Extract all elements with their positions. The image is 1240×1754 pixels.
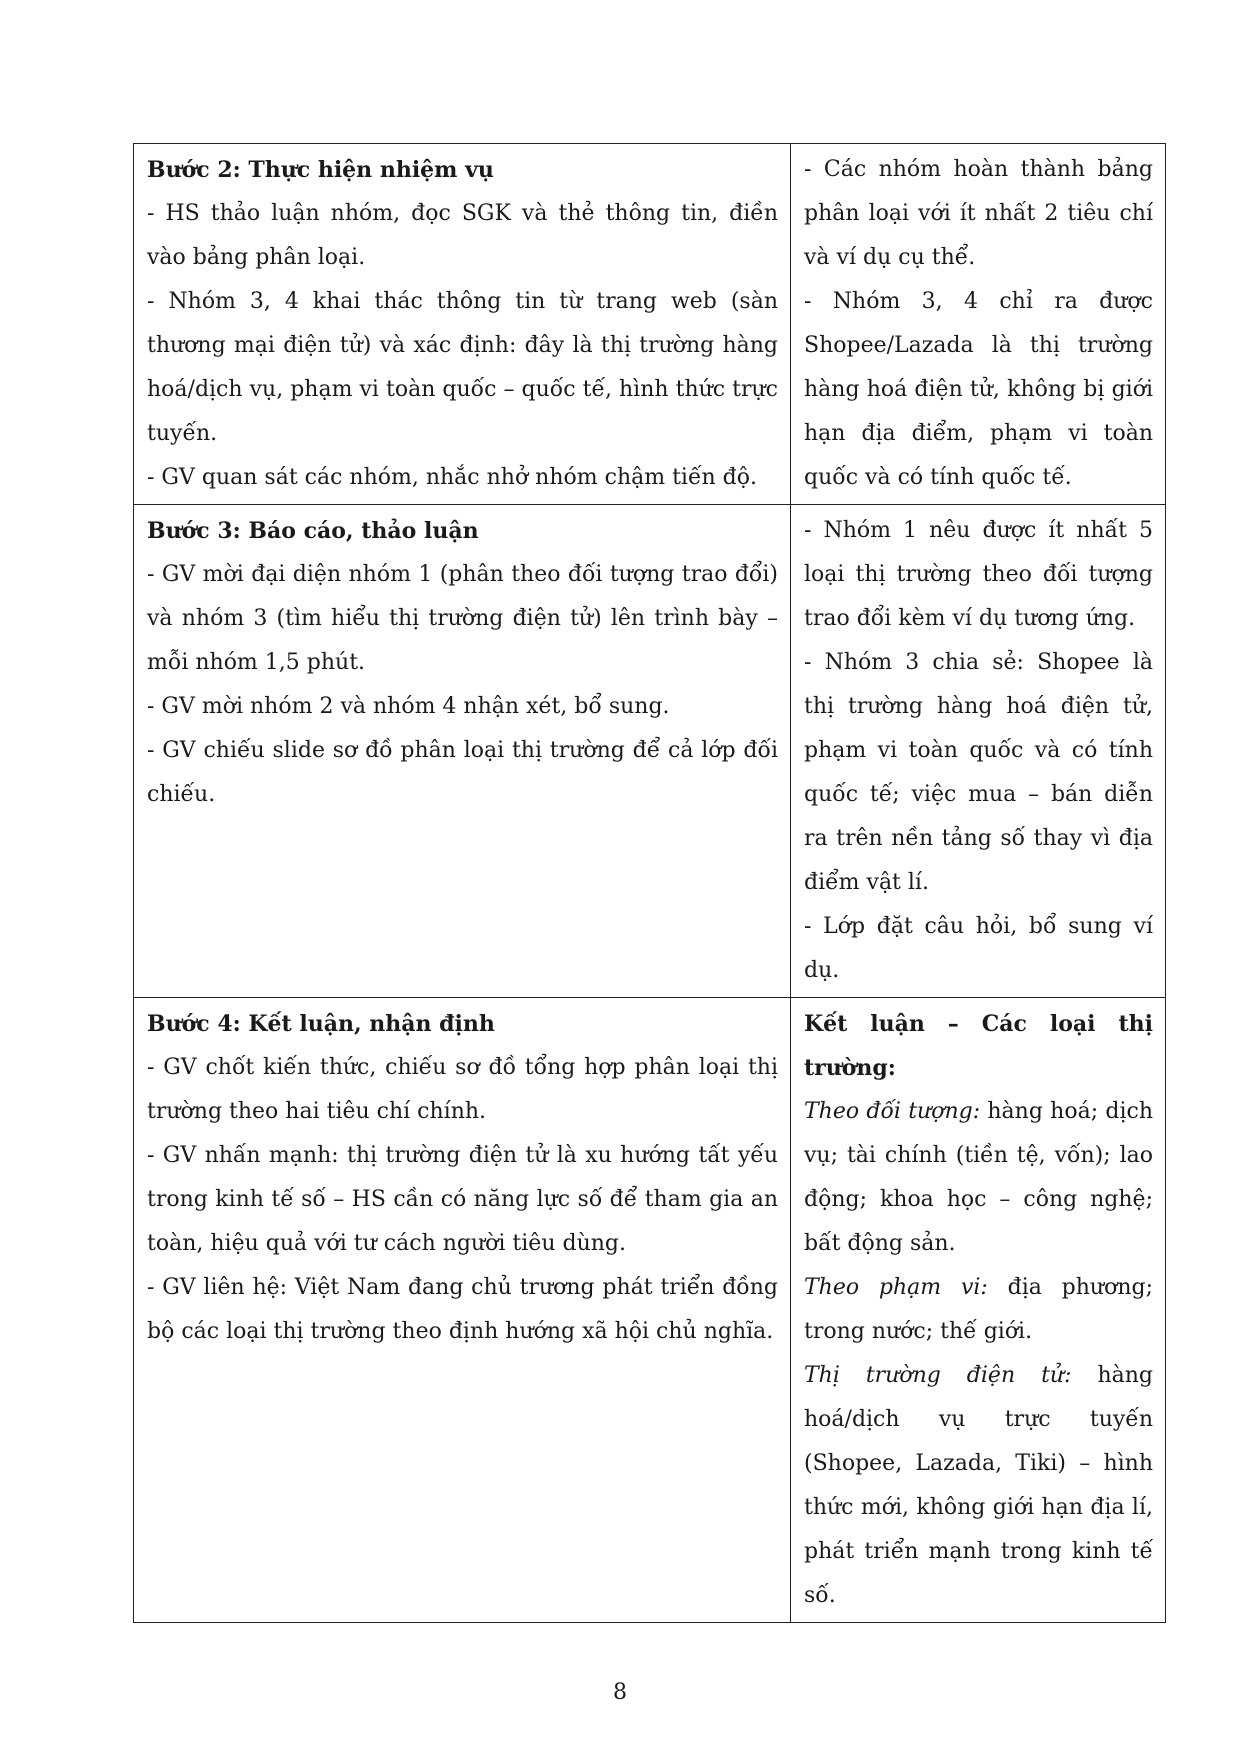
conclusion-text-by-object: hàng hoá; dịch vụ; tài chính (tiền tệ, vốn); lao động; khoa học – công nghệ; bất động sản.	[804, 1099, 1153, 1256]
conclusion-item-by-scope	[804, 1266, 1153, 1354]
conclusion-label-e-market: Thị trường điện tử:	[804, 1363, 1072, 1388]
step-4-activity-2: - GV nhấn mạnh: thị trường điện tử là xu hướng tất yếu trong kinh tế số – HS cần có năng lực số để tham gia an toàn, hiệu quả với tư cách người tiêu dùng.	[147, 1143, 778, 1256]
step-2-outcome-2: - Nhóm 3, 4 chỉ ra được Shopee/Lazada là thị trường hàng hoá điện tử, không bị giới hạn địa điểm, phạm vi toàn quốc và có tính quốc tế.	[804, 289, 1153, 490]
step-3-outcome-3: - Lớp đặt câu hỏi, bổ sung ví dụ.	[804, 914, 1153, 983]
conclusion-item-e-market	[804, 1354, 1153, 1618]
step-2-outcomes-cell	[791, 144, 1166, 505]
table-row-step-2	[134, 144, 1166, 505]
step-2-activity-3: - GV quan sát các nhóm, nhắc nhở nhóm chậm tiến độ.	[147, 465, 757, 490]
page-number: 8	[613, 1680, 627, 1705]
step-4-conclusion-cell	[791, 998, 1166, 1623]
step-2-activity-1: - HS thảo luận nhóm, đọc SGK và thẻ thông tin, điền vào bảng phân loại.	[147, 201, 778, 270]
step-2-activities-cell	[134, 144, 791, 505]
step-3-outcome-2: - Nhóm 3 chia sẻ: Shopee là thị trường hàng hoá điện tử, phạm vi toàn quốc và có tính quốc tế; việc mua – bán diễn ra trên nền tảng số thay vì địa điểm vật lí.	[804, 650, 1153, 895]
step-2-outcome-1: - Các nhóm hoàn thành bảng phân loại với ít nhất 2 tiêu chí và ví dụ cụ thể.	[804, 157, 1153, 270]
step-3-activity-2: - GV mời nhóm 2 và nhóm 4 nhận xét, bổ sung.	[147, 694, 670, 719]
step-4-activity-3: - GV liên hệ: Việt Nam đang chủ trương phát triển đồng bộ các loại thị trường theo định hướng xã hội chủ nghĩa.	[147, 1275, 778, 1344]
table-row-step-3	[134, 505, 1166, 998]
step-4-title: Bước 4: Kết luận, nhận định	[147, 1011, 495, 1037]
conclusion-title: Kết luận – Các loại thị trường:	[804, 1011, 1153, 1081]
conclusion-label-by-scope: Theo phạm vi:	[804, 1275, 988, 1300]
step-3-title: Bước 3: Báo cáo, thảo luận	[147, 518, 479, 544]
step-3-outcomes-cell	[791, 505, 1166, 998]
step-3-outcome-1: - Nhóm 1 nêu được ít nhất 5 loại thị trường theo đối tượng trao đổi kèm ví dụ tương ứng.	[804, 518, 1153, 631]
table-row-step-4	[134, 998, 1166, 1623]
step-4-activity-1: - GV chốt kiến thức, chiếu sơ đồ tổng hợp phân loại thị trường theo hai tiêu chí chính.	[147, 1055, 778, 1124]
lesson-table	[133, 143, 1166, 1623]
step-3-activities-cell	[134, 505, 791, 998]
step-3-activity-3: - GV chiếu slide sơ đồ phân loại thị trường để cả lớp đối chiếu.	[147, 738, 778, 807]
conclusion-text-by-scope: địa phương; trong nước; thế giới.	[804, 1275, 1153, 1344]
step-2-title: Bước 2: Thực hiện nhiệm vụ	[147, 157, 494, 183]
step-3-activity-1: - GV mời đại diện nhóm 1 (phân theo đối tượng trao đổi) và nhóm 3 (tìm hiểu thị trường điện tử) lên trình bày – mỗi nhóm 1,5 phút.	[147, 562, 778, 675]
conclusion-item-by-object	[804, 1090, 1153, 1266]
step-2-activity-2: - Nhóm 3, 4 khai thác thông tin từ trang web (sàn thương mại điện tử) và xác định: đây là thị trường hàng hoá/dịch vụ, phạm vi toàn quốc – quốc tế, hình thức trực tuyến.	[147, 289, 778, 446]
conclusion-label-by-object: Theo đối tượng:	[804, 1099, 981, 1124]
conclusion-text-e-market: hàng hoá/dịch vụ trực tuyến (Shopee, Lazada, Tiki) – hình thức mới, không giới hạn địa lí, phát triển mạnh trong kinh tế số.	[804, 1363, 1153, 1608]
step-4-activities-cell	[134, 998, 791, 1623]
